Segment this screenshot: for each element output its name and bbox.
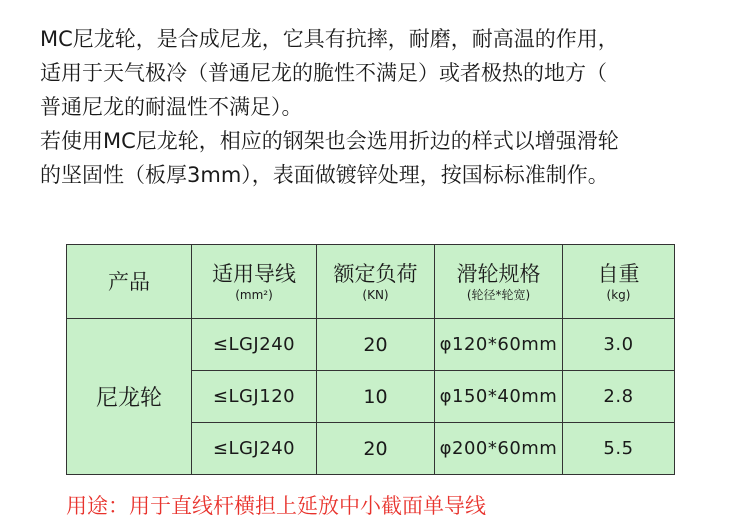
weight-cell: 2.8 — [563, 371, 675, 423]
weight-cell: 3.0 — [563, 319, 675, 371]
header-label: 产品 — [108, 269, 150, 294]
intro-line: MC尼龙轮，是合成尼龙，它具有抗摔，耐磨，耐高温的作用， — [40, 27, 619, 51]
header-spec — [435, 245, 563, 319]
intro-line: 适用于天气极冷（普通尼龙的脆性不满足）或者极热的地方（ — [40, 61, 607, 85]
header-unit: (轮径*轮宽) — [466, 287, 531, 302]
spec-table — [66, 244, 675, 475]
load-cell: 10 — [317, 371, 435, 423]
usage-note: 用途：用于直线杆横担上延放中小截面单导线 — [66, 494, 486, 518]
header-unit: (KN) — [362, 287, 389, 302]
header-label: 自重 — [597, 261, 640, 286]
spec-cell: φ150*40mm — [435, 371, 563, 423]
table-row — [67, 319, 675, 371]
intro-paragraph — [40, 22, 730, 192]
header-unit: (kg) — [606, 287, 631, 302]
product-cell: 尼龙轮 — [67, 319, 192, 475]
conductor-cell: ≤LGJ240 — [192, 423, 317, 475]
spec-cell: φ120*60mm — [435, 319, 563, 371]
header-conductor — [192, 245, 317, 319]
header-label: 额定负荷 — [333, 261, 418, 286]
weight-cell: 5.5 — [563, 423, 675, 475]
header-product — [67, 245, 192, 319]
load-cell: 20 — [317, 319, 435, 371]
intro-line: 普通尼龙的耐温性不满足）。 — [40, 95, 303, 119]
load-cell: 20 — [317, 423, 435, 475]
header-weight — [563, 245, 675, 319]
intro-line: 若使用MC尼龙轮，相应的钢架也会选用折边的样式以增强滑轮 — [40, 129, 619, 153]
header-load — [317, 245, 435, 319]
header-label: 滑轮规格 — [456, 261, 541, 286]
spec-cell: φ200*60mm — [435, 423, 563, 475]
intro-line: 的坚固性（板厚3mm），表面做镀锌处理，按国标标准制作。 — [40, 163, 609, 187]
conductor-cell: ≤LGJ120 — [192, 371, 317, 423]
header-label: 适用导线 — [212, 261, 296, 286]
header-unit: (mm²) — [235, 287, 273, 302]
conductor-cell: ≤LGJ240 — [192, 319, 317, 371]
table-header-row — [67, 245, 675, 319]
